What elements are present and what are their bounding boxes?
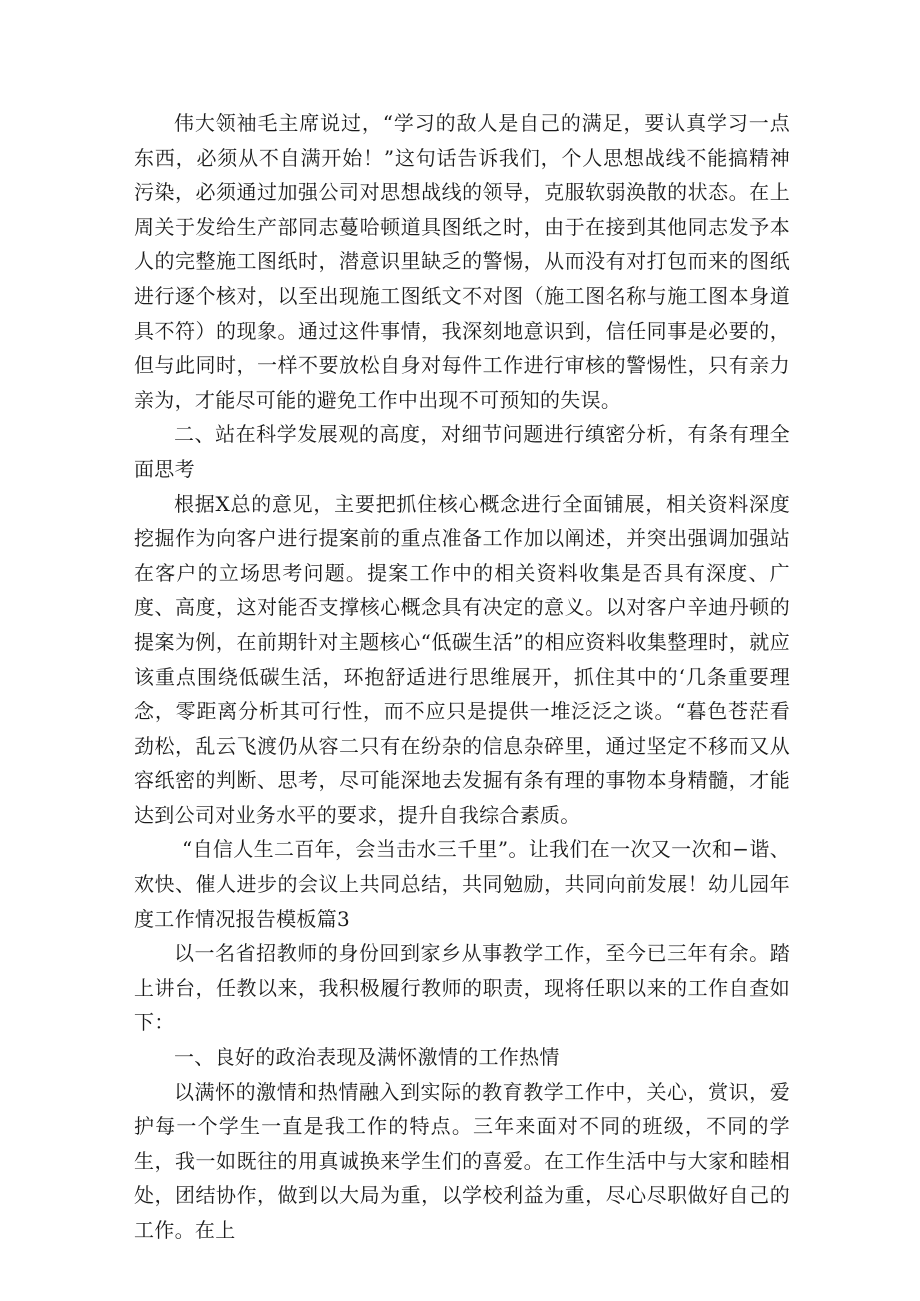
section-heading-political-performance: 一、良好的政治表现及满怀激情的工作热情 [174,1045,560,1070]
paragraph-closing-quote: “自信人生二百年，会当击水三千里”。让我们在一次又一次和−谐、欢快、催人进步的会议上共同总结，共同勉励，共同向前发展！幼儿园年度工作情况报告模板篇3 [134,837,790,931]
paragraph-teacher-intro: 以一名省招教师的身份回到家乡从事教学工作，至今已三年有余。踏上讲台，任教以来，我积极履行教师的职责，现将任职以来的工作自查如下： [134,941,790,1035]
paragraph-self-review: 伟大领袖毛主席说过，“学习的敌人是自己的满足，要认真学习一点东西，必须从不自满开始！”这句话告诉我们，个人思想战线不能搞精神污染，必须通过加强公司对思想战线的领导，克服软弱涣散的状态。在上周关于发给生产部同志蔓哈顿道具图纸之时，由于在接到其他同志发予本人的完整施工图纸时，潜意识里缺乏的警惕，从而没有对打包而来的图纸进行逐个核对，以至出现施工图纸文不对图（施工图名称与施工图本身道具不符）的现象。通过这件事情，我深刻地意识到，信任同事是必要的，但与此同时，一样不要放松自身对每件工作进行审核的警惕性，只有亲力亲为，才能尽可能的避免工作中出现不可预知的失误。 [134,111,790,412]
paragraph-proposal-work: 根据X总的意见，主要把抓住核心概念进行全面铺展，相关资料深度挖掘作为向客户进行提案前的重点准备工作加以阐述，并突出强调加强站在客户的立场思考问题。提案工作中的相关资料收集是否具有深度、广度、高度，这对能否支撑核心概念具有决定的意义。以对客户辛迪丹顿的提案为例，在前期针对主题核心“低碳生活”的相应资料收集整理时，就应该重点围绕低碳生活，环抱舒适进行思维展开，抓住其中的‘几条重要理念，零距离分析其可行性，而不应只是提供一堆泛泛之谈。“暮色苍茫看劲松，乱云飞渡仍从容二只有在纷杂的信息杂碎里，通过坚定不移而又从容纸密的判断、思考，尽可能深地去发掘有条有理的事物本身精髓，才能达到公司对业务水平的要求，提升自我综合素质。 [134,491,790,827]
section-heading-scientific-analysis: 二、站在科学发展观的高度，对细节问题进行缜密分析，有条有理全面思考 [134,422,790,481]
document-page [134,106,790,1248]
paragraph-teaching-passion: 以满怀的激情和热情融入到实际的教育教学工作中，关心，赏识，爱护每一个学生一直是我工作的特点。三年来面对不同的班级，不同的学生，我一如既往的用真诚换来学生们的喜爱。在工作生活中与大家和睦相处，团结协作，做到以大局为重，以学校利益为重，尽心尽职做好自己的工作。在上 [134,1079,790,1242]
